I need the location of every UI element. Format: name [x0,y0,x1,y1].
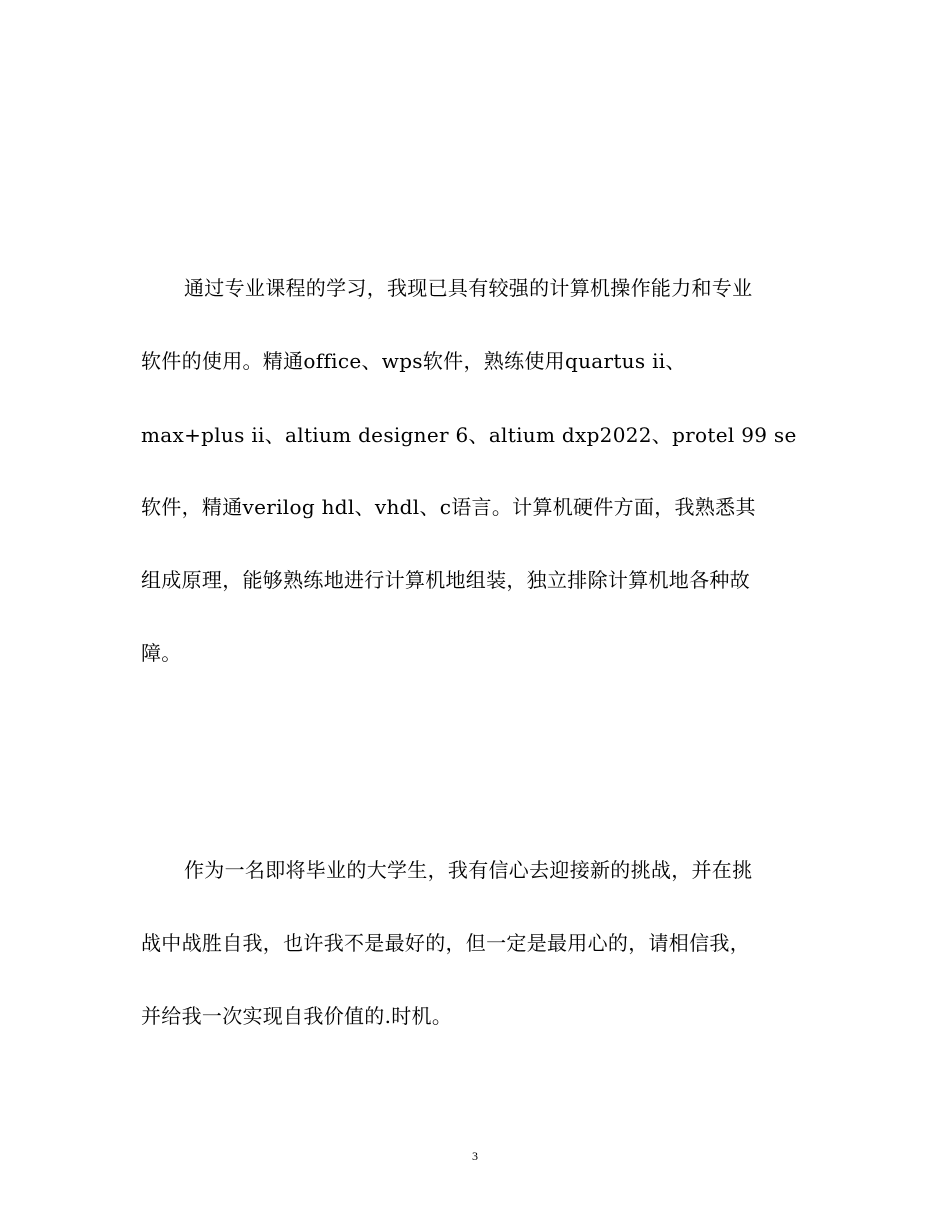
paragraph-line: 通过专业课程的学习，我现已具有较强的计算机操作能力和专业 [184,276,753,300]
page-number: 3 [472,1149,478,1163]
paragraph-line: 障。 [141,641,182,665]
paragraph-line: 并给我一次实现自我价值的.时机。 [141,1004,453,1028]
paragraph-line: 软件的使用。精通office、wps软件，熟练使用quartus ii、 [141,349,686,373]
paragraph-line: 作为一名即将毕业的大学生，我有信心去迎接新的挑战，并在挑 [184,858,753,882]
paragraph-line: 战中战胜自我，也许我不是最好的，但一定是最用心的，请相信我， [141,931,750,955]
paragraph-line: 软件，精通verilog hdl、vhdl、c语言。计算机硬件方面，我熟悉其 [141,495,756,519]
paragraph-line: max+plus ii、altium designer 6、altium dxp2022、protel 99 se [141,423,797,447]
paragraph-line: 组成原理，能够熟练地进行计算机地组装，独立排除计算机地各种故 [141,568,750,592]
